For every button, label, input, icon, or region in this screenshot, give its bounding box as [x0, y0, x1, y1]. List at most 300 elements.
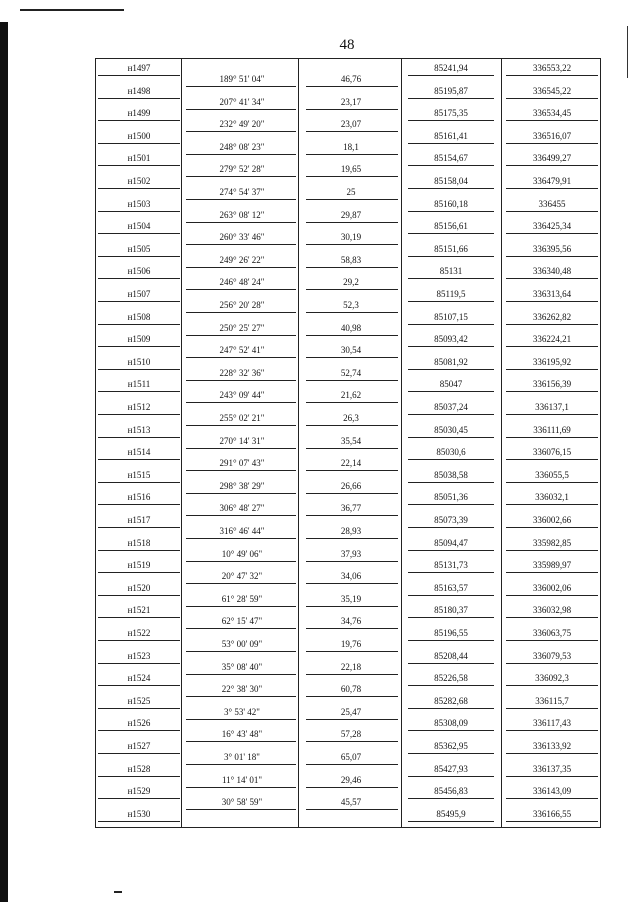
- bearing-angle: 207° 41' 34": [219, 96, 265, 107]
- point-name: н1522: [127, 628, 151, 638]
- y-coordinate: 336262,82: [532, 311, 572, 322]
- footer-mark: [114, 891, 122, 893]
- point-underline: [98, 595, 180, 596]
- y-coordinate: 336055,5: [535, 469, 569, 480]
- y-coordinate: 335982,85: [532, 537, 572, 548]
- x-underline: [408, 572, 494, 573]
- y-coordinate: 336076,15: [532, 447, 572, 458]
- y-coordinate: 336224,21: [532, 334, 572, 345]
- y-underline: [506, 459, 598, 460]
- point-underline: [98, 437, 180, 438]
- bearing-underline: [186, 244, 296, 245]
- segment-length: 25: [346, 187, 356, 197]
- segment-length: 40,98: [340, 322, 362, 333]
- bearing-underline: [186, 380, 296, 381]
- segment-length: 29,87: [340, 209, 362, 220]
- length-underline: [306, 628, 398, 629]
- column-divider: [501, 59, 502, 827]
- point-underline: [98, 75, 180, 76]
- length-underline: [306, 335, 398, 336]
- segment-length: 23,07: [340, 119, 362, 130]
- bearing-underline: [186, 583, 296, 584]
- bearing-angle: 228° 32' 36": [219, 367, 265, 378]
- length-underline: [306, 787, 398, 788]
- y-coordinate: 336117,43: [533, 718, 571, 729]
- bearing-angle: 298° 38' 29": [219, 480, 265, 491]
- x-underline: [408, 437, 494, 438]
- point-name: н1509: [127, 334, 151, 345]
- length-underline: [306, 86, 398, 87]
- point-name: н1529: [127, 786, 151, 797]
- x-underline: [408, 324, 494, 325]
- bearing-underline: [186, 199, 296, 200]
- y-coordinate: 336479,91: [532, 176, 572, 186]
- bearing-underline: [186, 741, 296, 742]
- page-number: 48: [339, 37, 355, 53]
- point-name: н1505: [127, 243, 151, 254]
- segment-length: 19,65: [340, 164, 362, 175]
- length-underline: [306, 131, 398, 132]
- bearing-underline: [186, 651, 296, 652]
- point-name: н1502: [127, 176, 151, 186]
- point-name: н1508: [127, 311, 151, 322]
- y-underline: [506, 595, 598, 596]
- x-coordinate: 85131,73: [434, 560, 468, 571]
- length-underline: [306, 561, 398, 562]
- y-coordinate: 336166,55: [532, 808, 572, 819]
- point-underline: [98, 165, 180, 166]
- bearing-angle: 260° 33' 46": [219, 232, 265, 243]
- point-underline: [98, 504, 180, 505]
- segment-length: 19,76: [340, 639, 362, 649]
- y-underline: [506, 346, 598, 347]
- x-underline: [408, 188, 494, 189]
- bearing-underline: [186, 448, 296, 449]
- segment-length: 34,76: [340, 616, 362, 627]
- point-name: н1512: [127, 402, 151, 412]
- segment-length: 65,07: [340, 752, 362, 762]
- bearing-underline: [186, 312, 296, 313]
- x-coordinate: 85073,39: [434, 515, 468, 525]
- segment-length: 58,83: [340, 254, 362, 265]
- point-underline: [98, 550, 180, 551]
- bearing-angle: 10° 49' 06": [221, 548, 263, 559]
- bearing-angle: 256° 20' 28": [219, 300, 265, 310]
- y-coordinate: 336002,66: [532, 515, 572, 525]
- length-underline: [306, 493, 398, 494]
- length-underline: [306, 357, 398, 358]
- point-underline: [98, 482, 180, 483]
- x-coordinate: 85119,5: [436, 289, 466, 299]
- y-underline: [506, 369, 598, 370]
- point-underline: [98, 685, 180, 686]
- x-coordinate: 85208,44: [434, 650, 468, 661]
- y-coordinate: 336499,27: [532, 153, 572, 164]
- bearing-underline: [186, 109, 296, 110]
- bearing-underline: [186, 696, 296, 697]
- bearing-angle: 20° 47' 32": [221, 571, 263, 582]
- bearing-angle: 22° 38' 30": [221, 684, 263, 695]
- point-name: н1498: [127, 85, 151, 96]
- segment-length: 28,93: [340, 526, 362, 536]
- length-underline: [306, 244, 398, 245]
- x-underline: [408, 256, 494, 257]
- point-underline: [98, 391, 180, 392]
- point-underline: [98, 233, 180, 234]
- x-underline: [408, 595, 494, 596]
- segment-length: 21,62: [340, 390, 362, 401]
- y-underline: [506, 482, 598, 483]
- length-underline: [306, 764, 398, 765]
- point-name: н1510: [127, 356, 151, 367]
- y-underline: [506, 776, 598, 777]
- segment-length: 22,18: [340, 661, 362, 672]
- x-underline: [408, 75, 494, 76]
- length-underline: [306, 154, 398, 155]
- x-underline: [408, 278, 494, 279]
- y-coordinate: 336455: [538, 198, 566, 209]
- y-underline: [506, 550, 598, 551]
- length-underline: [306, 109, 398, 110]
- y-underline: [506, 414, 598, 415]
- length-underline: [306, 674, 398, 675]
- coordinates-table: [95, 58, 601, 828]
- bearing-underline: [186, 674, 296, 675]
- segment-length: 22,14: [340, 458, 362, 469]
- segment-length: 30,19: [340, 232, 362, 243]
- bearing-underline: [186, 764, 296, 765]
- x-coordinate: 85154,67: [434, 153, 468, 164]
- length-underline: [306, 267, 398, 268]
- y-underline: [506, 798, 598, 799]
- point-underline: [98, 776, 180, 777]
- bearing-underline: [186, 131, 296, 132]
- length-underline: [306, 696, 398, 697]
- point-underline: [98, 414, 180, 415]
- y-underline: [506, 640, 598, 641]
- y-underline: [506, 685, 598, 686]
- point-name: н1530: [127, 808, 151, 819]
- y-underline: [506, 278, 598, 279]
- bearing-angle: 247° 52' 41": [219, 345, 265, 356]
- bearing-angle: 279° 52' 28": [219, 164, 265, 175]
- bearing-angle: 53° 00' 09": [221, 639, 263, 649]
- point-underline: [98, 346, 180, 347]
- y-underline: [506, 663, 598, 664]
- point-name: н1507: [127, 289, 151, 299]
- x-underline: [408, 708, 494, 709]
- length-underline: [306, 606, 398, 607]
- point-underline: [98, 640, 180, 641]
- bearing-angle: 3° 53' 42": [224, 706, 260, 717]
- length-underline: [306, 222, 398, 223]
- length-underline: [306, 402, 398, 403]
- bearing-angle: 248° 08' 23": [219, 141, 265, 152]
- bearing-angle: 16° 43' 48": [221, 729, 263, 740]
- y-coordinate: 336143,09: [532, 786, 572, 797]
- x-underline: [408, 730, 494, 731]
- x-coordinate: 85456,83: [434, 786, 468, 797]
- x-underline: [408, 120, 494, 121]
- length-underline: [306, 538, 398, 539]
- bearing-angle: 316° 46' 44": [219, 526, 265, 536]
- y-coordinate: 336195,92: [532, 356, 572, 367]
- point-underline: [98, 369, 180, 370]
- y-underline: [506, 572, 598, 573]
- x-coordinate: 85241,94: [434, 63, 468, 73]
- length-underline: [306, 651, 398, 652]
- x-underline: [408, 414, 494, 415]
- x-coordinate: 85030,45: [434, 424, 468, 435]
- length-underline: [306, 289, 398, 290]
- x-underline: [408, 753, 494, 754]
- point-name: н1497: [127, 63, 151, 73]
- bearing-underline: [186, 335, 296, 336]
- x-underline: [408, 346, 494, 347]
- column-divider: [401, 59, 402, 827]
- point-underline: [98, 301, 180, 302]
- bearing-underline: [186, 493, 296, 494]
- bearing-angle: 3° 01' 18": [224, 752, 260, 762]
- segment-length: 29,2: [343, 277, 359, 288]
- x-underline: [408, 798, 494, 799]
- y-coordinate: 336063,75: [532, 628, 572, 638]
- y-underline: [506, 504, 598, 505]
- point-name: н1501: [127, 153, 151, 164]
- bearing-underline: [186, 538, 296, 539]
- segment-length: 60,78: [340, 684, 362, 695]
- x-underline: [408, 617, 494, 618]
- bearing-angle: 62° 15' 47": [221, 616, 263, 627]
- bearing-underline: [186, 289, 296, 290]
- point-name: н1506: [127, 266, 151, 277]
- segment-length: 45,57: [340, 797, 362, 808]
- point-name: н1525: [127, 695, 151, 706]
- bearing-angle: 243° 09' 44": [219, 390, 265, 401]
- segment-length: 26,66: [340, 480, 362, 491]
- point-name: н1519: [127, 560, 151, 571]
- bearing-underline: [186, 402, 296, 403]
- x-coordinate: 85195,87: [434, 85, 468, 96]
- bearing-angle: 270° 14' 31": [219, 435, 265, 446]
- y-underline: [506, 165, 598, 166]
- x-coordinate: 85362,95: [434, 741, 468, 751]
- point-underline: [98, 143, 180, 144]
- x-coordinate: 85094,47: [434, 537, 468, 548]
- y-coordinate: 336313,64: [532, 289, 572, 299]
- segment-length: 30,54: [340, 345, 362, 356]
- y-underline: [506, 233, 598, 234]
- point-underline: [98, 120, 180, 121]
- margin-mark: [627, 26, 628, 78]
- y-underline: [506, 437, 598, 438]
- y-coordinate: 336395,56: [532, 243, 572, 254]
- bearing-angle: 189° 51' 04": [219, 74, 265, 84]
- point-name: н1517: [127, 515, 151, 525]
- length-underline: [306, 425, 398, 426]
- x-coordinate: 85131: [439, 266, 463, 277]
- point-name: н1524: [127, 673, 151, 684]
- point-name: н1520: [127, 582, 151, 593]
- y-underline: [506, 527, 598, 528]
- y-underline: [506, 98, 598, 99]
- point-name: н1528: [127, 763, 151, 774]
- bearing-angle: 263° 08' 12": [219, 209, 265, 220]
- point-underline: [98, 211, 180, 212]
- bearing-underline: [186, 470, 296, 471]
- segment-length: 36,77: [340, 503, 362, 514]
- x-coordinate: 85175,35: [434, 108, 468, 119]
- point-name: н1515: [127, 469, 151, 480]
- segment-length: 52,74: [340, 367, 362, 378]
- bearing-angle: 255° 02' 21": [219, 413, 265, 423]
- x-underline: [408, 391, 494, 392]
- point-underline: [98, 98, 180, 99]
- point-name: н1513: [127, 424, 151, 435]
- x-coordinate: 85160,18: [434, 198, 468, 209]
- bearing-angle: 35° 08' 40": [221, 661, 263, 672]
- y-underline: [506, 143, 598, 144]
- x-underline: [408, 663, 494, 664]
- column-divider: [298, 59, 299, 827]
- bearing-angle: 30° 58' 59": [221, 797, 263, 808]
- x-coordinate: 85282,68: [434, 695, 468, 706]
- x-coordinate: 85107,15: [434, 311, 468, 322]
- y-coordinate: 336340,48: [532, 266, 572, 277]
- bearing-underline: [186, 154, 296, 155]
- x-underline: [408, 685, 494, 686]
- x-underline: [408, 98, 494, 99]
- y-coordinate: 336002,06: [532, 582, 572, 593]
- x-coordinate: 85030,6: [436, 447, 466, 458]
- y-underline: [506, 708, 598, 709]
- x-coordinate: 85038,58: [434, 469, 468, 480]
- x-coordinate: 85180,37: [434, 605, 468, 616]
- bearing-angle: 61° 28' 59": [221, 593, 263, 604]
- point-name: н1527: [127, 741, 151, 751]
- x-coordinate: 85427,93: [434, 763, 468, 774]
- bearing-angle: 11° 14' 01": [221, 774, 263, 785]
- y-coordinate: 335989,97: [532, 560, 572, 571]
- point-underline: [98, 256, 180, 257]
- bearing-underline: [186, 86, 296, 87]
- bearing-underline: [186, 628, 296, 629]
- point-name: н1516: [127, 492, 151, 503]
- y-coordinate: 336137,35: [532, 763, 572, 774]
- y-coordinate: 336032,1: [535, 492, 569, 503]
- y-underline: [506, 753, 598, 754]
- x-underline: [408, 527, 494, 528]
- x-underline: [408, 482, 494, 483]
- x-coordinate: 85158,04: [434, 176, 468, 186]
- y-coordinate: 336545,22: [532, 85, 572, 96]
- point-underline: [98, 278, 180, 279]
- length-underline: [306, 312, 398, 313]
- bearing-angle: 246° 48' 24": [219, 277, 265, 288]
- y-coordinate: 336156,39: [532, 379, 572, 390]
- x-underline: [408, 233, 494, 234]
- y-underline: [506, 75, 598, 76]
- x-coordinate: 85226,58: [434, 673, 468, 684]
- x-underline: [408, 165, 494, 166]
- point-underline: [98, 663, 180, 664]
- bearing-underline: [186, 787, 296, 788]
- point-underline: [98, 188, 180, 189]
- y-coordinate: 336553,22: [532, 63, 572, 73]
- x-coordinate: 85163,57: [434, 582, 468, 593]
- bearing-underline: [186, 719, 296, 720]
- bearing-underline: [186, 357, 296, 358]
- y-underline: [506, 617, 598, 618]
- y-coordinate: 336516,07: [532, 130, 572, 141]
- bearing-angle: 274° 54' 37": [219, 187, 265, 197]
- x-underline: [408, 504, 494, 505]
- y-coordinate: 336032,98: [532, 605, 572, 616]
- segment-length: 35,54: [340, 435, 362, 446]
- x-underline: [408, 301, 494, 302]
- segment-length: 57,28: [340, 729, 362, 740]
- y-underline: [506, 730, 598, 731]
- x-coordinate: 85151,66: [434, 243, 468, 254]
- segment-length: 37,93: [340, 548, 362, 559]
- point-name: н1521: [127, 605, 151, 616]
- y-underline: [506, 211, 598, 212]
- bearing-angle: 291° 07' 43": [219, 458, 265, 469]
- bearing-angle: 306° 48' 27": [219, 503, 265, 514]
- point-underline: [98, 617, 180, 618]
- y-coordinate: 336115,7: [535, 695, 569, 706]
- length-underline: [306, 741, 398, 742]
- segment-length: 23,17: [340, 96, 362, 107]
- point-underline: [98, 324, 180, 325]
- length-underline: [306, 448, 398, 449]
- x-coordinate: 85308,09: [434, 718, 468, 729]
- x-coordinate: 85081,92: [434, 356, 468, 367]
- y-underline: [506, 301, 598, 302]
- y-underline: [506, 324, 598, 325]
- header-rule: [20, 9, 124, 11]
- x-coordinate: 85495,9: [436, 808, 466, 819]
- bearing-angle: 232° 49' 20": [219, 119, 265, 130]
- x-underline: [408, 143, 494, 144]
- length-underline: [306, 470, 398, 471]
- point-name: н1499: [127, 108, 151, 119]
- bearing-underline: [186, 222, 296, 223]
- bearing-underline: [186, 561, 296, 562]
- x-coordinate: 85161,41: [434, 130, 468, 141]
- y-underline: [506, 188, 598, 189]
- point-underline: [98, 459, 180, 460]
- y-coordinate: 336111,69: [533, 424, 571, 435]
- segment-length: 52,3: [343, 300, 359, 310]
- point-underline: [98, 708, 180, 709]
- y-coordinate: 336137,1: [535, 402, 569, 412]
- y-underline: [506, 120, 598, 121]
- length-underline: [306, 199, 398, 200]
- y-coordinate: 336534,45: [532, 108, 572, 119]
- segment-length: 29,46: [340, 774, 362, 785]
- point-underline: [98, 821, 180, 822]
- x-coordinate: 85037,24: [434, 402, 468, 412]
- y-coordinate: 336092,3: [535, 673, 569, 684]
- bearing-underline: [186, 425, 296, 426]
- bearing-angle: 249° 26' 22": [219, 254, 265, 265]
- binding-edge: [0, 22, 8, 902]
- point-name: н1514: [127, 447, 151, 458]
- bearing-underline: [186, 606, 296, 607]
- y-coordinate: 336079,53: [532, 650, 572, 661]
- length-underline: [306, 515, 398, 516]
